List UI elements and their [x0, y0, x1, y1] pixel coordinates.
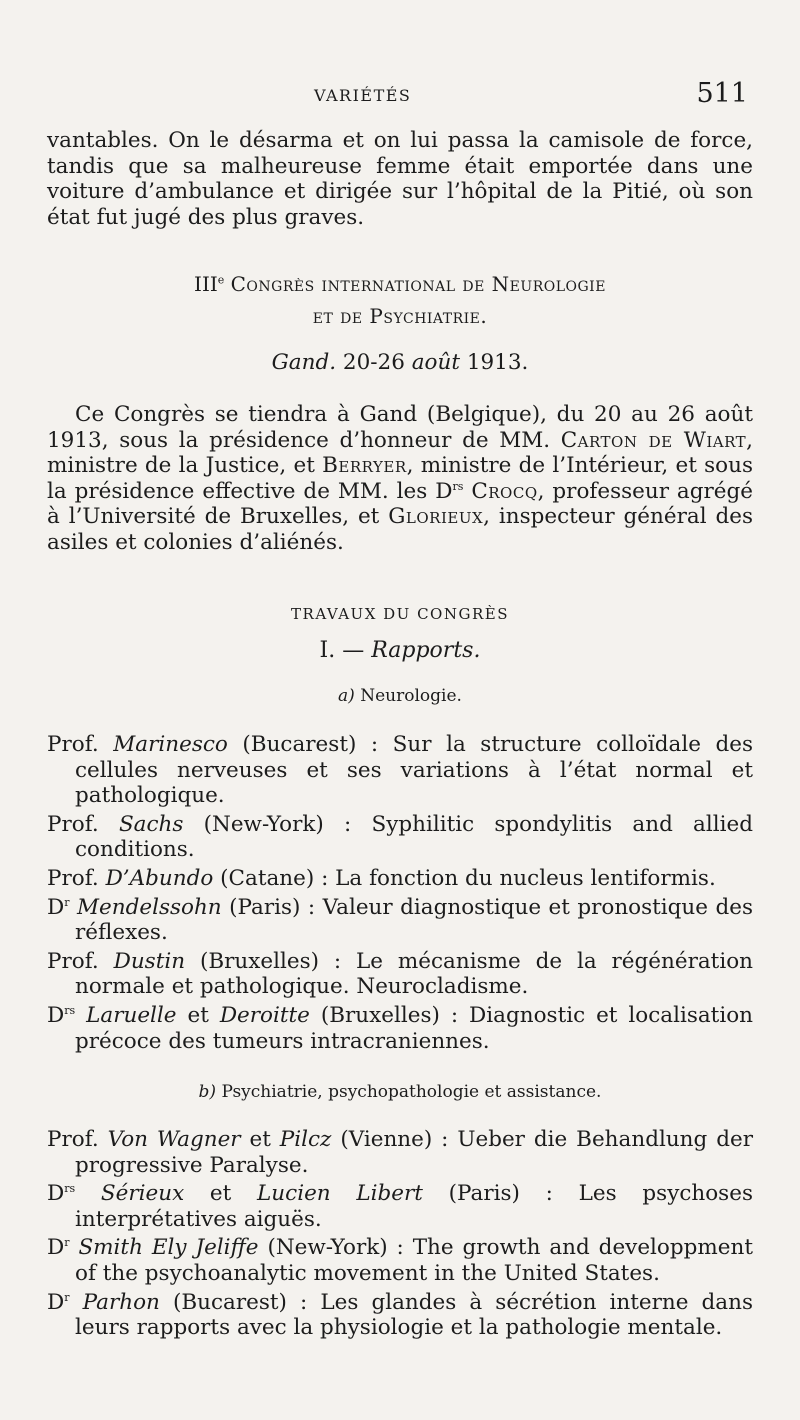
- psy-letter: b): [198, 1082, 217, 1102]
- report-coauthor: Deroitte: [219, 1002, 310, 1028]
- name-carton-de-wiart: Carton de Wiart: [560, 427, 747, 453]
- report-subject: (Bucarest) : Sur la structure colloïdale des cellules nerveuses et ses variations à l’état normal et pathologique.: [75, 732, 753, 809]
- congress-place: Gand.: [271, 350, 337, 375]
- report-entry: [47, 1181, 753, 1232]
- report-title-prefix: Prof.: [47, 811, 119, 837]
- announcement-text-5: , inspecteur général des asiles et colonies d’aliénés.: [47, 504, 753, 555]
- neuro-label: Neurologie.: [360, 686, 462, 706]
- report-entry: [47, 895, 753, 946]
- congress-title-line2: et de Psychiatrie.: [312, 304, 488, 328]
- report-author: Smith Ely Jeliffe: [78, 1235, 259, 1261]
- report-title-prefix: D: [47, 894, 65, 920]
- announcement-text-1: Ce Congrès se tiendra à Gand (Belgique), du 20 au 26 août 1913, sous la présidence d’honneur de MM.: [47, 402, 753, 453]
- report-entry: [47, 1235, 753, 1286]
- report-author: Marinesco: [113, 732, 228, 757]
- report-entry: [47, 1127, 753, 1178]
- report-author: Dustin: [113, 948, 186, 974]
- name-berryer: Berryer: [322, 453, 407, 479]
- report-title-sup: r: [64, 1290, 70, 1304]
- neuro-letter: a): [338, 686, 355, 706]
- report-title-sup: rs: [64, 1003, 76, 1017]
- report-title-prefix: D: [47, 1235, 65, 1261]
- congress-ordinal: III: [194, 272, 218, 296]
- congress-month: août: [411, 350, 460, 375]
- report-author: Mendelssohn: [77, 894, 222, 920]
- subsection-psychiatrie: [0, 1082, 800, 1102]
- report-author: Von Wagner: [107, 1127, 241, 1152]
- report-author: D’Abundo: [105, 865, 214, 891]
- report-title-sup: r: [64, 895, 70, 909]
- report-title-prefix: Prof.: [47, 865, 106, 891]
- report-entry: [47, 732, 753, 809]
- psychiatry-report-list: [47, 1127, 753, 1344]
- rapports-number: I. —: [319, 638, 372, 663]
- report-title-prefix: D: [47, 1002, 65, 1028]
- report-subject: (Paris) : Valeur diagnostique et pronostique des réflexes.: [75, 894, 753, 946]
- announcement-paragraph: [47, 402, 753, 556]
- congress-title-line1: [0, 272, 800, 296]
- title-sup: rs: [452, 479, 464, 493]
- page-number: 511: [696, 78, 748, 109]
- name-crocq: Crocq: [471, 478, 538, 504]
- report-subject: (New-York) : Syphilitic spondylitis and allied conditions.: [75, 811, 753, 863]
- report-author: Laruelle: [86, 1002, 177, 1028]
- report-entry: [47, 949, 753, 1000]
- report-subject: (New-York) : The growth and developpment of the psychoanalytic movement in the United States.: [75, 1235, 753, 1286]
- report-subject: (Bucarest) : Les glandes à sécrétion interne dans leurs rapports avec la physiologie et la pathologie mentale.: [75, 1289, 753, 1341]
- subsection-neurologie: [0, 686, 800, 706]
- running-header: [0, 78, 800, 118]
- report-author: Parhon: [82, 1289, 160, 1315]
- opening-paragraph: vantables. On le désarma et on lui passa la camisole de force, tandis que sa malheureuse femme était emportée dans une voiture d’ambulance et dirigée sur l’hôpital de la Pitié, où son état fut jugé des plus graves.: [47, 128, 753, 230]
- report-subject: (Catane) : La fonction du nucleus lentiformis.: [213, 865, 716, 891]
- congress-day-range: 20-26: [342, 350, 405, 375]
- announcement-text-3: , ministre de l’Intérieur, et sous la présidence effective de MM. les D: [47, 453, 753, 504]
- report-title-sup: r: [64, 1236, 70, 1250]
- report-subject: (Vienne) : Ueber die Behandlung der progressive Paralyse.: [75, 1127, 753, 1178]
- running-title: VARIÉTÉS: [314, 86, 412, 105]
- report-entry: [47, 1003, 753, 1054]
- report-subject: (Bruxelles) : Diagnostic et localisation précoce des tumeurs intracraniennes.: [75, 1002, 753, 1054]
- announcement-text-4: , professeur agrégé à l’Université de Bruxelles, et: [47, 478, 753, 530]
- report-entry: [47, 1290, 753, 1341]
- report-title-prefix: D: [47, 1289, 65, 1315]
- report-subject: (Bruxelles) : Le mécanisme de la régénération normale et pathologique. Neurocladisme.: [75, 948, 753, 1000]
- report-entry: [47, 812, 753, 863]
- report-title-sup: rs: [64, 1182, 76, 1196]
- psy-label: Psychiatrie, psychopathologie et assistance.: [221, 1082, 602, 1102]
- congress-name: Congrès international de Neurologie: [230, 272, 606, 296]
- report-conjunction: et: [240, 1127, 280, 1152]
- section-rapports: [0, 638, 800, 663]
- congress-year: 1913.: [466, 350, 529, 375]
- rapports-label: Rapports.: [371, 638, 481, 663]
- report-title-prefix: Prof.: [47, 1127, 108, 1152]
- name-glorieux: Glorieux: [388, 504, 484, 530]
- report-entry: [47, 866, 753, 892]
- neurology-report-list: [47, 732, 753, 1057]
- congress-ordinal-sup: e: [217, 273, 225, 287]
- report-author: Sachs: [118, 811, 184, 837]
- congress-dates: [0, 350, 800, 375]
- report-title-prefix: Prof.: [47, 948, 114, 974]
- report-coauthor: Lucien Libert: [257, 1181, 423, 1207]
- report-conjunction: et: [176, 1002, 220, 1028]
- report-title-prefix: Prof.: [47, 732, 114, 757]
- announcement-text-2: , ministre de la Justice, et: [47, 427, 753, 479]
- report-coauthor: Pilcz: [279, 1127, 332, 1152]
- report-subject: (Paris) : Les psychoses interprétatives aiguës.: [75, 1181, 753, 1232]
- report-author: Sérieux: [100, 1181, 185, 1207]
- report-conjunction: et: [184, 1181, 258, 1207]
- report-title-prefix: D: [47, 1181, 65, 1207]
- section-travaux: TRAVAUX DU CONGRÈS: [291, 605, 509, 623]
